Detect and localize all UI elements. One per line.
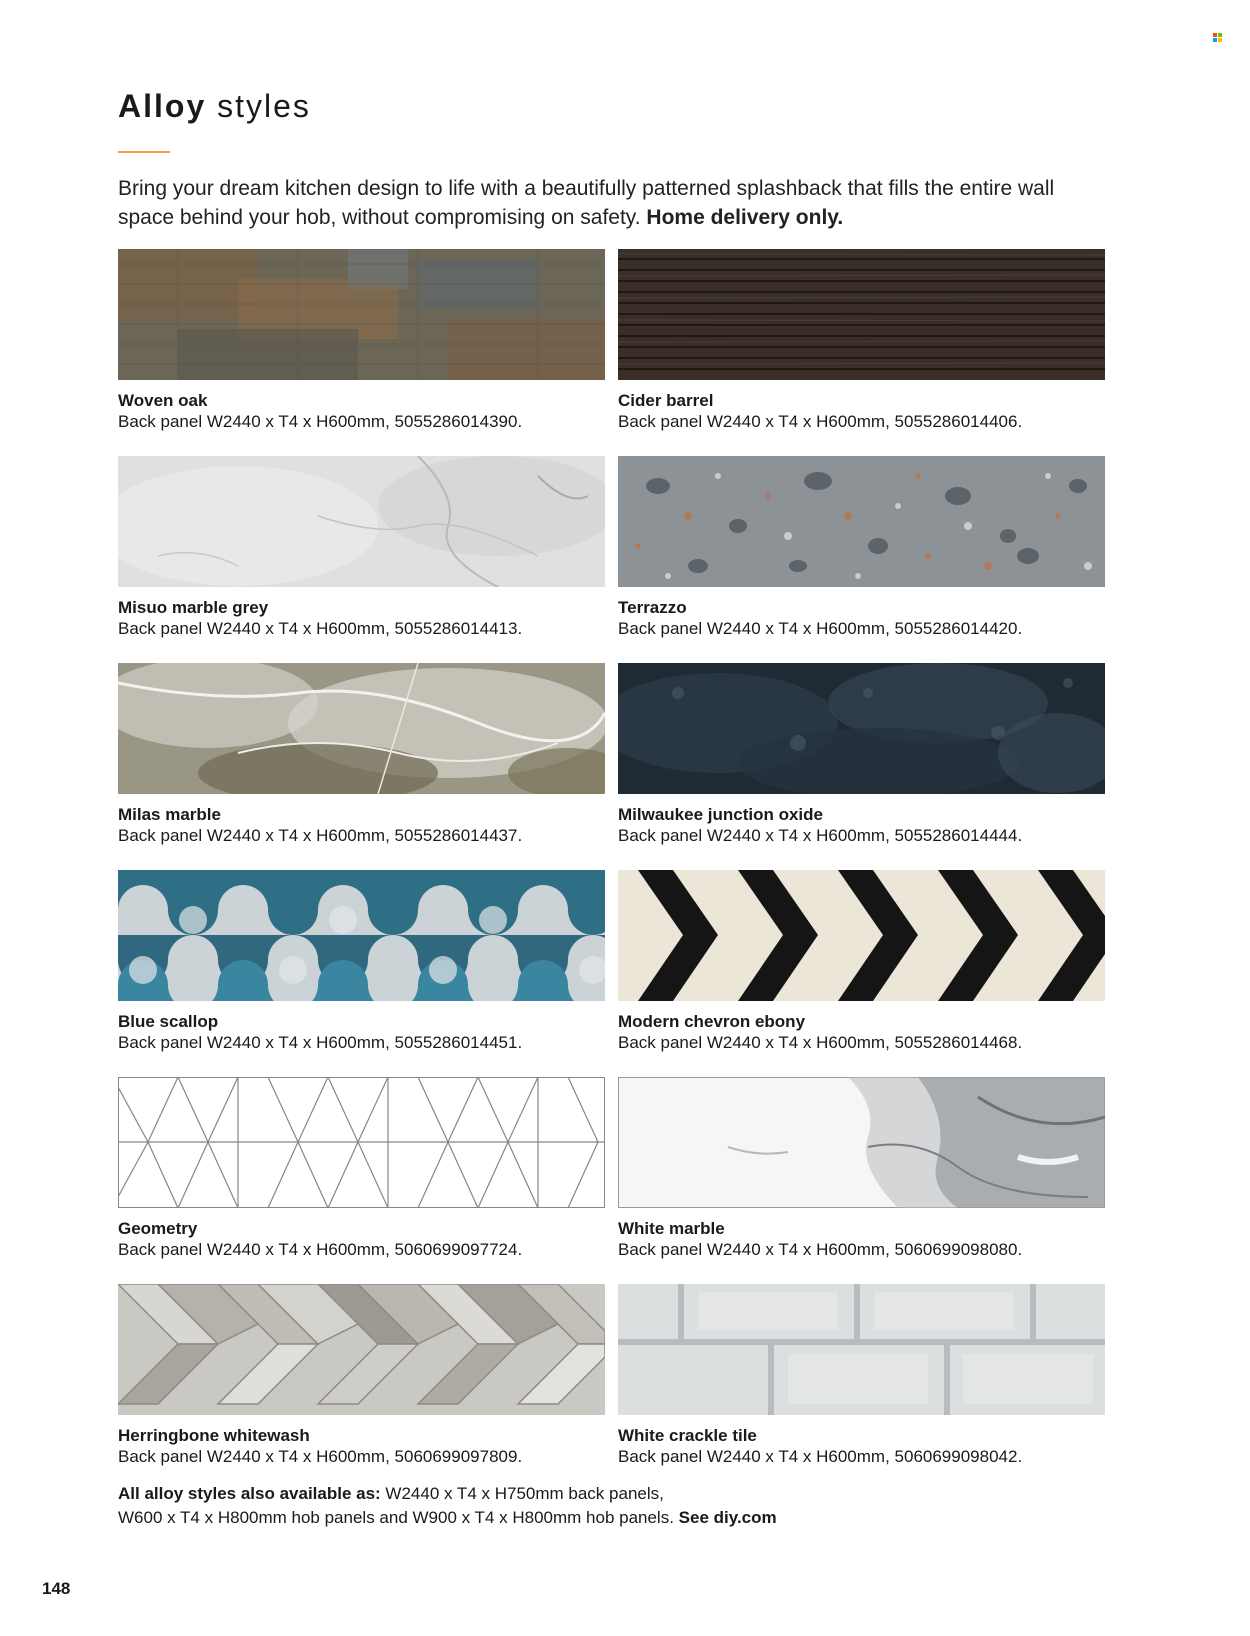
product-spec: Back panel W2440 x T4 x H600mm, 5055286014413. xyxy=(118,619,523,638)
availability-lead: All alloy styles also available as: xyxy=(118,1484,381,1503)
page-number: 148 xyxy=(42,1579,71,1598)
website-link[interactable]: See diy.com xyxy=(678,1508,777,1527)
product-card-modern-chevron-ebony[interactable] xyxy=(618,870,1105,1053)
title-bold: Alloy xyxy=(118,88,207,124)
product-card-milas-marble[interactable] xyxy=(118,663,605,846)
product-name: Herringbone whitewash xyxy=(118,1426,310,1445)
product-card-terrazzo[interactable] xyxy=(618,456,1105,639)
product-card-blue-scallop[interactable] xyxy=(118,870,605,1053)
product-card-cider-barrel[interactable] xyxy=(618,249,1105,432)
product-spec: Back panel W2440 x T4 x H600mm, 5060699097724. xyxy=(118,1240,523,1259)
product-name: Blue scallop xyxy=(118,1012,219,1031)
intro-text: Bring your dream kitchen design to life with a beautifully patterned splashback that fills the entire wall space behind your hob, without compromising on safety. xyxy=(118,177,1055,229)
product-card-misuo-marble-grey[interactable] xyxy=(118,456,605,639)
product-card-woven-oak[interactable] xyxy=(118,249,605,432)
intro-delivery-note: Home delivery only. xyxy=(646,206,844,229)
product-name: Milas marble xyxy=(118,805,221,824)
product-name: Terrazzo xyxy=(618,598,687,617)
product-name: Modern chevron ebony xyxy=(618,1012,806,1031)
swatch-misuo-marble-grey xyxy=(118,456,605,587)
product-card-white-crackle-tile[interactable] xyxy=(618,1284,1105,1467)
page-title xyxy=(118,88,311,125)
product-spec: Back panel W2440 x T4 x H600mm, 5060699097809. xyxy=(118,1447,523,1466)
swatch-white-crackle-tile xyxy=(618,1284,1105,1415)
availability-line-2: W600 x T4 x H800mm hob panels and W900 x T4 x H800mm hob panels. xyxy=(118,1508,679,1527)
product-spec: Back panel W2440 x T4 x H600mm, 5055286014444. xyxy=(618,826,1023,845)
product-name: White crackle tile xyxy=(618,1426,757,1445)
corner-logo-mark xyxy=(1213,33,1222,42)
product-name: White marble xyxy=(618,1219,725,1238)
intro-paragraph xyxy=(118,174,1098,232)
product-spec: Back panel W2440 x T4 x H600mm, 5060699098042. xyxy=(618,1447,1023,1466)
swatch-white-marble xyxy=(618,1077,1105,1208)
swatch-blue-scallop xyxy=(118,870,605,1001)
swatch-cider-barrel xyxy=(618,249,1105,380)
product-name: Misuo marble grey xyxy=(118,598,269,617)
product-spec: Back panel W2440 x T4 x H600mm, 5055286014468. xyxy=(618,1033,1023,1052)
swatch-geometry xyxy=(118,1077,605,1208)
availability-line-1: W2440 x T4 x H750mm back panels, xyxy=(380,1484,664,1503)
product-name: Cider barrel xyxy=(618,391,714,410)
product-spec: Back panel W2440 x T4 x H600mm, 5060699098080. xyxy=(618,1240,1023,1259)
swatch-milas-marble xyxy=(118,663,605,794)
product-card-milwaukee-junction-oxide[interactable] xyxy=(618,663,1105,846)
title-underline xyxy=(118,151,170,153)
product-name: Geometry xyxy=(118,1219,198,1238)
product-card-white-marble[interactable] xyxy=(618,1077,1105,1260)
product-name: Milwaukee junction oxide xyxy=(618,805,823,824)
product-spec: Back panel W2440 x T4 x H600mm, 5055286014390. xyxy=(118,412,523,431)
product-spec: Back panel W2440 x T4 x H600mm, 5055286014406. xyxy=(618,412,1023,431)
availability-note xyxy=(118,1482,1098,1530)
product-spec: Back panel W2440 x T4 x H600mm, 5055286014451. xyxy=(118,1033,523,1052)
swatch-herringbone-whitewash xyxy=(118,1284,605,1415)
swatch-woven-oak xyxy=(118,249,605,380)
product-name: Woven oak xyxy=(118,391,208,410)
title-rest: styles xyxy=(206,88,311,124)
product-spec: Back panel W2440 x T4 x H600mm, 5055286014437. xyxy=(118,826,523,845)
product-card-herringbone-whitewash[interactable] xyxy=(118,1284,605,1467)
swatch-modern-chevron-ebony xyxy=(618,870,1105,1001)
swatch-terrazzo xyxy=(618,456,1105,587)
product-spec: Back panel W2440 x T4 x H600mm, 5055286014420. xyxy=(618,619,1023,638)
product-card-geometry[interactable] xyxy=(118,1077,605,1260)
swatch-milwaukee-junction-oxide xyxy=(618,663,1105,794)
